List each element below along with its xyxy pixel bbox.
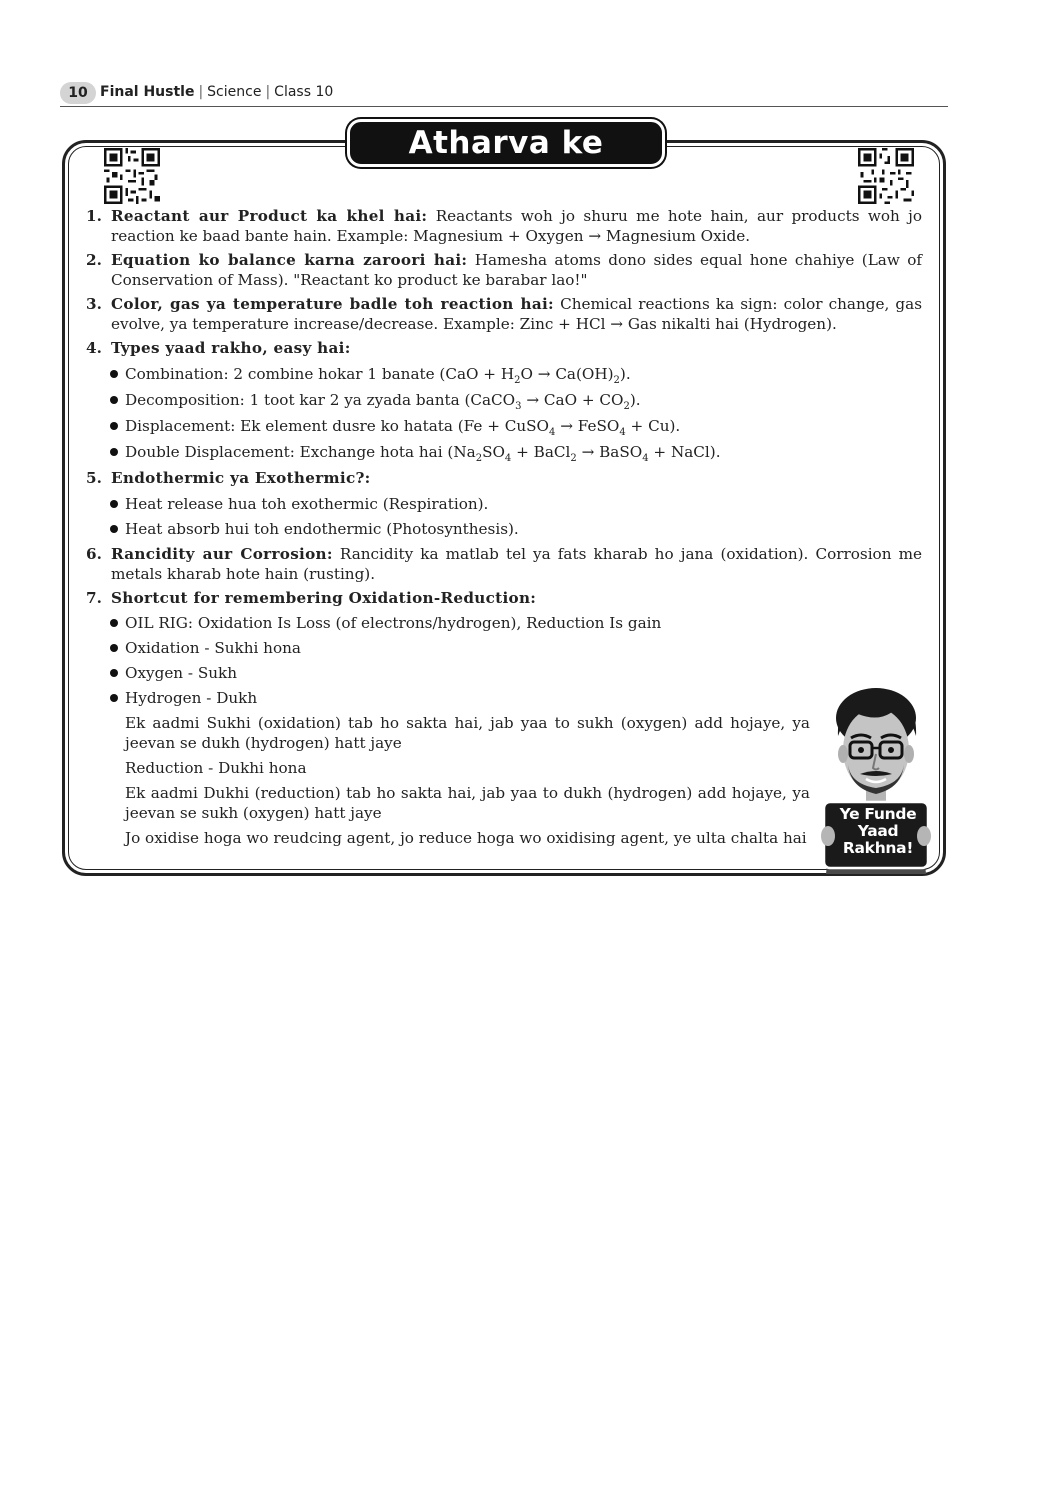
bullet-icon	[110, 619, 118, 627]
bullet-text: Heat release hua toh exothermic (Respiration).	[125, 495, 489, 513]
list-item	[86, 588, 922, 608]
bullet-item	[86, 638, 922, 658]
funde-list	[86, 206, 922, 853]
item-title: Shortcut for remembering Oxidation-Reduction:	[111, 589, 537, 607]
explanation-paragraph: Ek aadmi Dukhi (reduction) tab ho sakta hai, jab yaa to dukh (hydrogen) add hojaye, ya jeevan se sukh (oxygen) hatt jaye	[125, 784, 810, 822]
bullet-text: OIL RIG: Oxidation Is Loss (of electrons/hydrogen), Reduction Is gain	[125, 614, 662, 632]
explanation-paragraph: Jo oxidise hoga wo reudcing agent, jo reduce hoga wo oxidising agent, ye ulta chalta hai	[125, 829, 807, 847]
mascot-sign-text	[826, 806, 930, 857]
bullet-icon	[110, 422, 118, 430]
reaction-text: SO	[482, 443, 505, 461]
bullet-icon	[110, 644, 118, 652]
subscript: 4	[504, 453, 512, 464]
bullet-icon	[110, 500, 118, 508]
item-text: Reactants woh jo shuru me hote hain, aur products woh jo reaction ke baad bante hain. Example: Magnesium + Oxygen → Magnesium Oxide.	[111, 207, 923, 245]
reaction-text: + NaCl).	[648, 443, 721, 461]
bullet-icon	[110, 370, 118, 378]
bullet-item	[86, 416, 922, 436]
bullet-item	[86, 364, 922, 384]
item-number: 1.	[86, 207, 102, 225]
bullet-icon	[110, 669, 118, 677]
bullet-item	[86, 663, 922, 683]
reaction-text: + BaCl	[511, 443, 571, 461]
item-title: Equation ko balance karna zaroori hai:	[111, 251, 468, 269]
list-item	[86, 250, 922, 290]
item-text: Hamesha atoms dono sides equal hone chahiye (Law of Conservation of Mass). "Reactant ko product ke barabar lao!"	[111, 251, 922, 289]
item-number: 3.	[86, 295, 102, 313]
bullet-text: Oxidation - Sukhi hona	[125, 639, 301, 657]
list-item	[86, 544, 922, 584]
item-number: 2.	[86, 251, 102, 269]
item-text: Chemical reactions ka sign: color change, gas evolve, ya temperature increase/decrease. Example: Zinc + HCl → Gas nikalti hai (Hydrogen).	[111, 295, 922, 333]
sign-line: Yaad	[857, 822, 899, 840]
header-separator: |	[265, 84, 271, 100]
list-item	[86, 294, 922, 334]
class-label: Class 10	[274, 84, 334, 100]
bullet-icon	[110, 448, 118, 456]
page-number: 10	[60, 82, 96, 104]
bullet-icon	[110, 396, 118, 404]
sign-line: Ye Funde	[839, 805, 917, 823]
subscript: 4	[549, 427, 556, 438]
reaction-text: → BaSO	[576, 443, 643, 461]
reaction-text: + Cu).	[625, 417, 681, 435]
subscript: 4	[642, 453, 649, 464]
reaction-text: O → Ca(OH)	[520, 365, 614, 383]
subscript: 3	[515, 401, 522, 412]
subject-label: Science	[207, 84, 262, 100]
list-item	[86, 338, 922, 358]
bullet-text: Heat absorb hui toh endothermic (Photosynthesis).	[125, 520, 519, 538]
reaction-text: Double Displacement: Exchange hota hai (Na	[125, 443, 476, 461]
item-title: Reactant aur Product ka khel hai:	[111, 207, 428, 225]
item-number: 4.	[86, 339, 102, 357]
book-title: Final Hustle	[100, 84, 195, 100]
reaction-text: ).	[629, 391, 641, 409]
qr-code-icon[interactable]	[104, 148, 160, 204]
reaction-text: Decomposition: 1 toot kar 2 ya zyada banta (CaCO	[125, 391, 516, 409]
item-number: 6.	[86, 545, 102, 563]
sign-line: Rakhna!	[842, 839, 914, 857]
bullet-icon	[110, 525, 118, 533]
qr-code-icon[interactable]	[858, 148, 914, 204]
item-title: Types yaad rakho, easy hai:	[111, 339, 351, 357]
item-number: 5.	[86, 469, 102, 487]
item-title: Endothermic ya Exothermic?:	[111, 469, 371, 487]
bullet-item	[86, 442, 922, 462]
item-title: Color, gas ya temperature badle toh reaction hai:	[111, 295, 554, 313]
bullet-icon	[110, 694, 118, 702]
reaction-text: Displacement: Ek element dusre ko hatata (Fe + CuSO	[125, 417, 550, 435]
item-title: Rancidity aur Corrosion:	[111, 545, 333, 563]
section-title: Atharva ke Funde	[347, 119, 665, 167]
reaction-text: Combination: 2 combine hokar 1 banate (CaO + H	[125, 365, 515, 383]
reaction-text: ).	[619, 365, 631, 383]
item-text: Rancidity ka matlab tel ya fats kharab ho jana (oxidation). Corrosion me metals kharab hote hain (rusting).	[111, 545, 922, 583]
reaction-text: → FeSO	[555, 417, 620, 435]
bullet-item	[86, 613, 922, 633]
bullet-text: Hydrogen - Dukh	[125, 689, 258, 707]
bullet-item	[86, 390, 922, 410]
page-header	[60, 82, 948, 107]
bullet-item	[86, 688, 922, 708]
bullet-item	[86, 519, 922, 539]
bullet-text: Oxygen - Sukh	[125, 664, 238, 682]
explanation-paragraph: Ek aadmi Sukhi (oxidation) tab ho sakta hai, jab yaa to sukh (oxygen) add hojaye, ya jeevan se dukh (hydrogen) hatt jaye	[125, 714, 810, 752]
reaction-text: → CaO + CO	[521, 391, 624, 409]
subscript: 2	[570, 453, 577, 464]
subscript: 2	[613, 375, 620, 386]
subscript: 2	[623, 401, 630, 412]
running-header	[100, 84, 333, 100]
explanation-paragraph: Reduction - Dukhi hona	[125, 759, 307, 777]
subscript: 2	[514, 375, 521, 386]
bullet-item	[86, 494, 922, 514]
list-item	[86, 468, 922, 488]
header-separator: |	[198, 84, 204, 100]
subscript: 2	[475, 453, 483, 464]
list-item	[86, 206, 922, 246]
subscript: 4	[619, 427, 626, 438]
item-number: 7.	[86, 589, 102, 607]
